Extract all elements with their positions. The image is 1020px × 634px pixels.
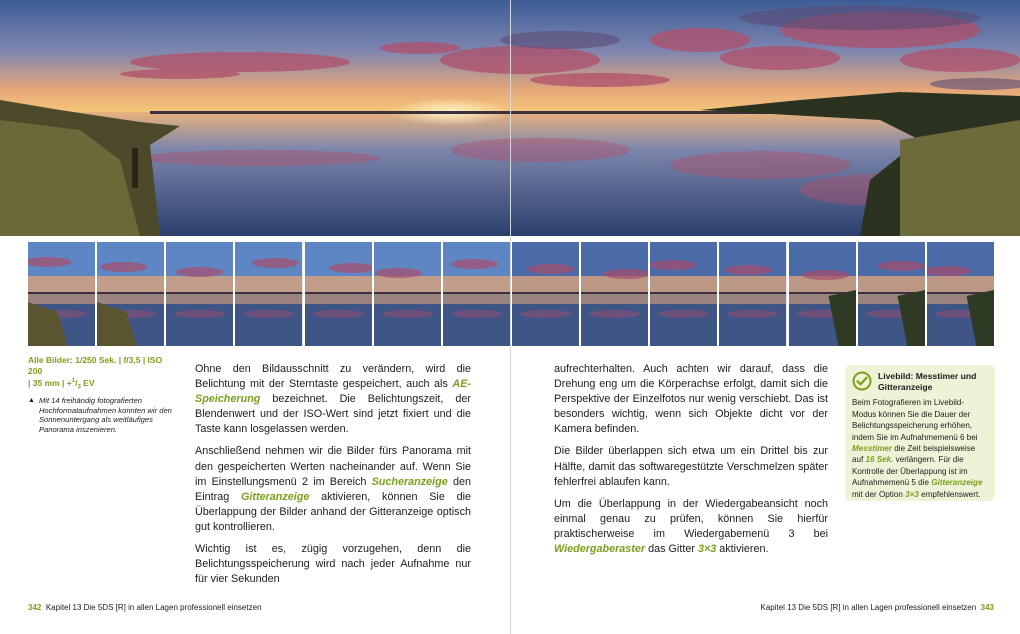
running-head: Kapitel 13 Die 5DS [R] in allen Lagen professionell einsetzen [760, 603, 977, 612]
panorama-thumbnail [789, 242, 856, 346]
paragraph: Wichtig ist es, zügig vorzugehen, denn die Belichtungsspeicherung wird nach jeder Aufnahme nur für vier Sekunden [195, 543, 471, 586]
photo-caption [28, 355, 176, 434]
tip-body: Beim Fotografieren im Livebild-Modus können Sie die Dauer der Belichtungsspeicherung erhöhen, indem Sie im Aufnahmemenü 6 bei Messtimer die Zeit beispielsweise auf 16 Sek. verlängern. Für die Kontrolle der Überlappung ist im Aufnahmemenü 5 die Gitteranzeige mit der Option 3×3 empfehlenswert. [852, 398, 983, 499]
caption-settings: Alle Bilder: 1/250 Sek. | f/3,5 | ISO 200 | 35 mm | $+^1/_3$ EV [28, 355, 163, 391]
paragraph: aufrechterhalten. Auch achten wir darauf, dass die Drehung eng um die Körperachse erfolgt, damit sich die Perspektive der Einzelfotos nur wenig verschiebt. Das ist besonders wichtig, wenn sich Objekte dicht vor der Kamera befinden. [554, 363, 828, 436]
paragraph: Die Bilder überlappen sich etwa um ein Drittel bis zur Hälfte, damit das softwaregestützte Verschmelzen später fehlerfrei ablaufen kann. [554, 445, 828, 488]
paragraph: Um die Überlappung in der Wiedergabeansicht noch einmal genau zu prüfen, können Sie hierfür praktischerweise im Wiedergabemenü 3 bei Wiedergaberaster das Gitter 3×3 aktivieren. [554, 497, 828, 556]
left-body-text [195, 362, 471, 594]
panorama-thumbnail-strip [28, 242, 994, 346]
right-page-footer [761, 603, 995, 613]
panorama-thumbnail [443, 242, 510, 346]
page-number: 343 [980, 603, 994, 612]
panorama-thumbnail [97, 242, 164, 346]
paragraph: Anschließend nehmen wir die Bilder fürs Panorama mit den gespeicherten Werten nacheinander auf. Wenn Sie im Einstellungsmenü 2 im Bereich Sucheranzeige den Eintrag Gitteranzeige aktivieren, können Sie die Überlappung der Bilder anhand der Gitteranzeige optisch gut kontrollieren. [195, 445, 472, 533]
caption-note: ▲ Mit 14 freihändig fotografierten Hochformataufnahmen konnten wir den Sonnenuntergang als weitläufiges Panorama inszenieren. [28, 396, 172, 434]
panorama-thumbnail [305, 242, 372, 346]
panorama-thumbnail [858, 242, 925, 346]
panorama-thumbnail [235, 242, 302, 346]
page-gutter [510, 0, 511, 634]
tip-box [845, 365, 995, 501]
check-circle-icon [852, 371, 872, 394]
panorama-thumbnail [512, 242, 579, 346]
panorama-thumbnail [650, 242, 717, 346]
panorama-thumbnail [28, 242, 95, 346]
page-number: 342 [28, 603, 42, 612]
panorama-thumbnail [374, 242, 441, 346]
paragraph: Ohne den Bildausschnitt zu verändern, wird die Belichtung mit der Sterntaste gespeichert, auch als AE-Speicherung bezeichnet. Die Belichtungszeit, der Blendenwert und der ISO-Wert sind jetzt fixiert und die Taste kann losgelassen werden. [195, 363, 471, 436]
right-body-text [554, 362, 828, 564]
triangle-marker-icon: ▲ [28, 397, 35, 405]
panorama-thumbnail [166, 242, 233, 346]
tip-title: Livebild: Messtimer und Gitteranzeige [878, 371, 977, 392]
panorama-thumbnail [719, 242, 786, 346]
panorama-thumbnail [581, 242, 648, 346]
panorama-thumbnail [927, 242, 994, 346]
left-page-footer [28, 603, 262, 613]
running-head: Kapitel 13 Die 5DS [R] in allen Lagen professionell einsetzen [45, 603, 262, 612]
